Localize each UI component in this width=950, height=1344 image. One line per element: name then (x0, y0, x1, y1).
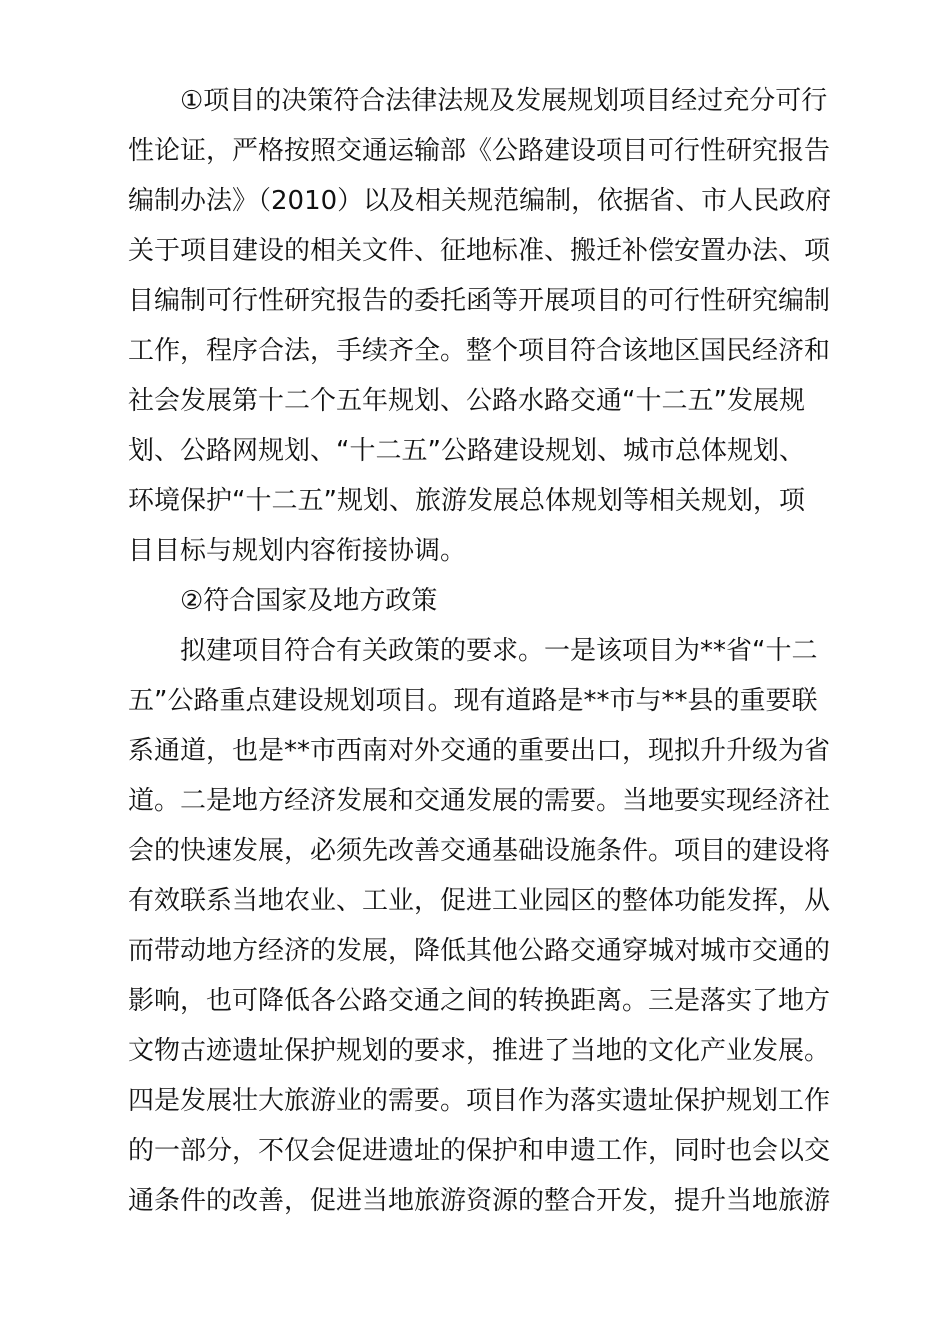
text-line: 有效联系当地农业、工业，促进工业园区的整体功能发挥，从 (128, 886, 831, 916)
text-line: 系通道，也是**市西南对外交通的重要出口，现拟升升级为省 (128, 736, 831, 766)
text-line: 编制办法》（2010）以及相关规范编制，依据省、市人民政府 (128, 186, 832, 216)
text-line: 目编制可行性研究报告的委托函等开展项目的可行性研究编制 (128, 286, 831, 316)
text-line: ②符合国家及地方政策 (180, 586, 438, 616)
paragraph-policy-body (128, 626, 831, 1226)
text-line: 会的快速发展，必须先改善交通基础设施条件。项目的建设将 (128, 836, 831, 866)
text-line: 道。二是地方经济发展和交通发展的需要。当地要实现经济社 (128, 786, 831, 816)
text-line: 目目标与规划内容衔接协调。 (128, 536, 467, 566)
text-line: 社会发展第十二个五年规划、公路水路交通“十二五”发展规 (128, 386, 805, 416)
text-line: 划、公路网规划、“十二五”公路建设规划、城市总体规划、 (128, 436, 805, 466)
text-line: 通条件的改善，促进当地旅游资源的整合开发，提升当地旅游 (128, 1186, 831, 1216)
text-line: 影响，也可降低各公路交通之间的转换距离。三是落实了地方 (128, 986, 831, 1016)
text-line: 关于项目建设的相关文件、征地标准、搬迁补偿安置办法、项 (128, 236, 831, 266)
text-line: 环境保护“十二五”规划、旅游发展总体规划等相关规划，项 (128, 486, 805, 516)
body-text (128, 76, 832, 1226)
text-line: ①项目的决策符合法律法规及发展规划项目经过充分可行 (180, 86, 828, 116)
text-line: 五”公路重点建设规划项目。现有道路是**市与**县的重要联 (128, 686, 818, 716)
text-line: 性论证，严格按照交通运输部《公路建设项目可行性研究报告 (128, 136, 831, 166)
text-line: 的一部分，不仅会促进遗址的保护和申遗工作，同时也会以交 (128, 1136, 831, 1166)
text-line: 拟建项目符合有关政策的要求。一是该项目为**省“十二 (180, 636, 818, 666)
text-line: 文物古迹遗址保护规划的要求，推进了当地的文化产业发展。 (128, 1036, 831, 1066)
text-line: 工作，程序合法，手续齐全。整个项目符合该地区国民经济和 (128, 336, 831, 366)
paragraph-policy-heading (128, 576, 828, 626)
text-line: 而带动地方经济的发展，降低其他公路交通穿城对城市交通的 (128, 936, 831, 966)
text-line: 四是发展壮大旅游业的需要。项目作为落实遗址保护规划工作 (128, 1086, 831, 1116)
paragraph-project-decision (128, 76, 832, 576)
